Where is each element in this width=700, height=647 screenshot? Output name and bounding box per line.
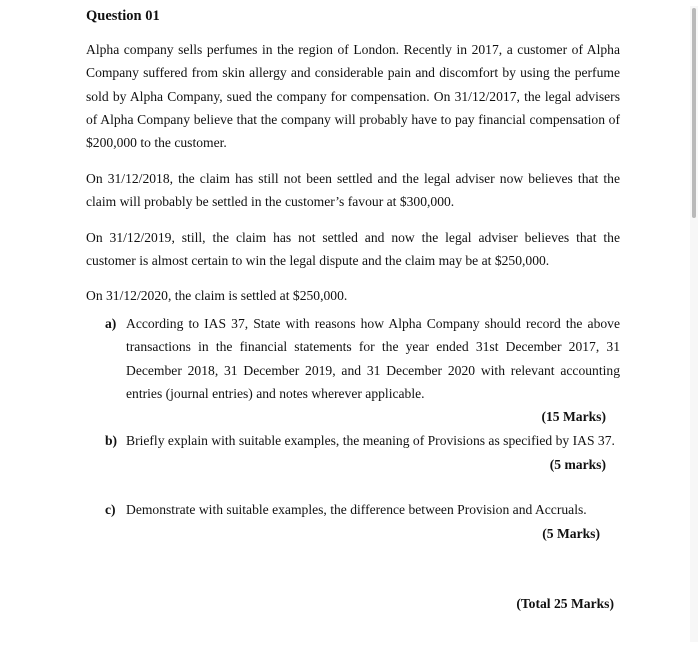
part-b-letter: b)	[105, 433, 118, 448]
part-a-marks: (15 Marks)	[541, 409, 606, 424]
vertical-scrollbar-thumb[interactable]	[692, 8, 696, 218]
scenario-paragraph-2: On 31/12/2018, the claim has still not been settled and the legal adviser now believes that the claim will probably be settled in the customer’s favour at $300,000.	[86, 171, 620, 210]
question-title: Question 01	[86, 8, 160, 24]
question-part-a	[105, 312, 620, 405]
part-c-marks: (5 Marks)	[542, 526, 600, 541]
question-part-b	[105, 429, 620, 452]
total-marks: (Total 25 Marks)	[516, 596, 614, 611]
part-a-letter: a)	[105, 316, 117, 331]
scenario-paragraph-4: On 31/12/2020, the claim is settled at $250,000.	[86, 288, 348, 303]
scenario-paragraph-1: Alpha company sells perfumes in the region of London. Recently in 2017, a customer of Alpha Company suffered from skin allergy and considerable pain and discomfort by using the perfume sold by Alpha Company, sued the company for compensation. On 31/12/2017, the legal advisers of Alpha Company believe that the company will probably have to pay financial compensation of $200,000 to the customer.	[86, 42, 620, 151]
question-part-c	[105, 498, 620, 521]
part-b-marks: (5 marks)	[549, 457, 606, 472]
scenario-paragraph-3: On 31/12/2019, still, the claim has not settled and now the legal adviser believes that the customer is almost certain to win the legal dispute and the claim may be at $250,000.	[86, 230, 620, 269]
part-b-text: Briefly explain with suitable examples, the meaning of Provisions as specified by IAS 37.	[126, 433, 615, 448]
part-c-text: Demonstrate with suitable examples, the difference between Provision and Accruals.	[126, 502, 587, 517]
part-c-letter: c)	[105, 502, 116, 517]
part-a-text: According to IAS 37, State with reasons how Alpha Company should record the above transactions in the financial statements for the year ended 31st December 2017, 31 December 2018, 31 December 2019, and 31 December 2020 with relevant accounting entries (journal entries) and notes wherever applicable.	[126, 316, 620, 401]
